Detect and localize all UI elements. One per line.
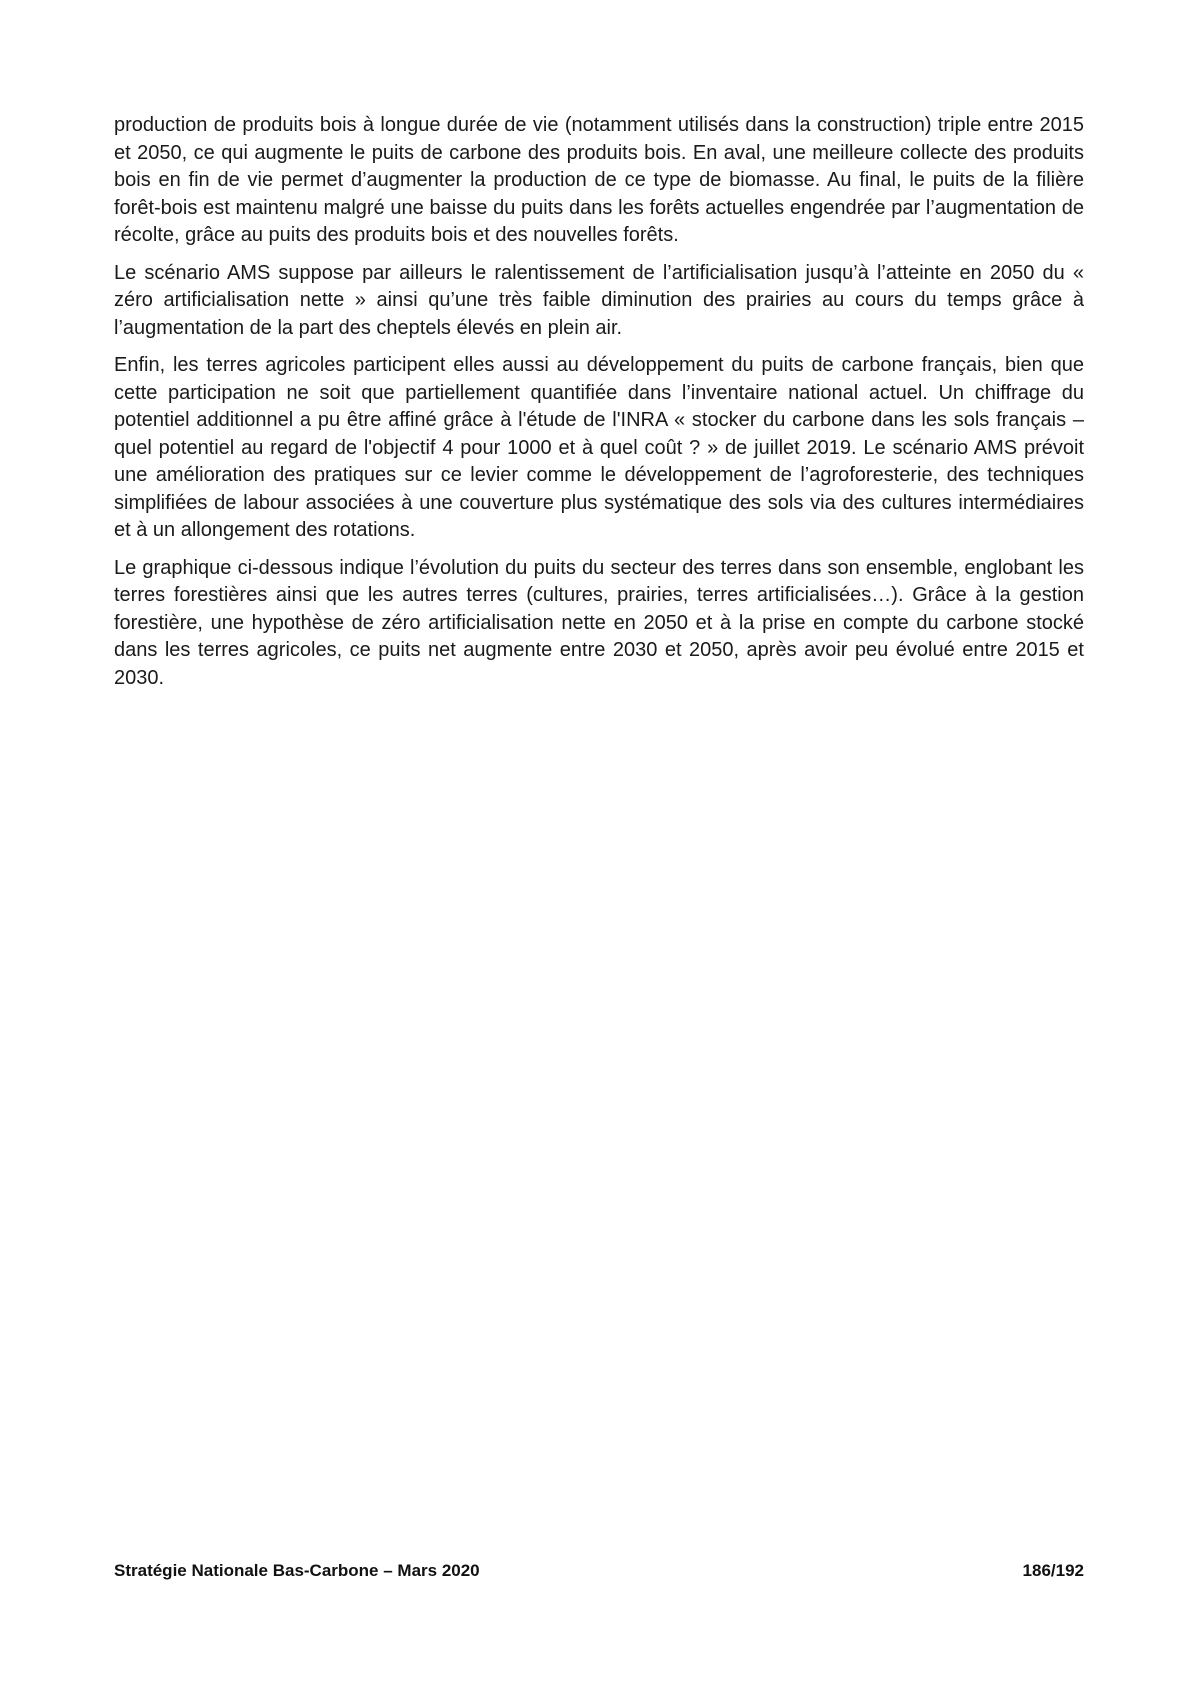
footer-page-number: 186/192: [1022, 1561, 1084, 1580]
footer-document-title: Stratégie Nationale Bas-Carbone – Mars 2020: [114, 1561, 480, 1580]
page-footer: [114, 1560, 1084, 1582]
paragraph-land-sector-sink: Le graphique ci-dessous indique l’évolution du puits du secteur des terres dans son ensemble, englobant les terres forestières ainsi que les autres terres (cultures, prairies, terres artificialisées…). Grâce à la gestion forestière, une hypothèse de zéro artificialisation nette en 2050 et à la prise en compte du carbone stocké dans les terres agricoles, ce puits net augmente entre 2030 et 2050, après avoir peu évolué entre 2015 et 2030.: [114, 556, 1084, 689]
paragraph-forestry-products: production de produits bois à longue durée de vie (notamment utilisés dans la construction) triple entre 2015 et 2050, ce qui augmente le puits de carbone des produits bois. En aval, une meilleure collecte des produits bois en fin de vie permet d’augmenter la production de ce type de biomasse. Au final, le puits de la filière forêt-bois est maintenu malgré une baisse du puits dans les forêts actuelles engendrée par l’augmentation de récolte, grâce au puits des produits bois et des nouvelles forêts.: [114, 114, 1084, 246]
page-body: [114, 112, 1084, 702]
paragraph-artificialisation: Le scénario AMS suppose par ailleurs le ralentissement de l’artificialisation jusqu’à l’atteinte en 2050 du « zéro artificialisation nette » ainsi qu’une très faible diminution des prairies au cours du temps grâce à l’augmentation de la part des cheptels élevés en plein air.: [114, 261, 1084, 339]
paragraph-agricultural-land: Enfin, les terres agricoles participent elles aussi au développement du puits de carbone français, bien que cette participation ne soit que partiellement quantifiée dans l’inventaire national actuel. Un chiffrage du potentiel additionnel a pu être affiné grâce à l'étude de l'INRA « stocker du carbone dans les sols français – quel potentiel au regard de l'objectif 4 pour 1000 et à quel coût ? » de juillet 2019. Le scénario AMS prévoit une amélioration des pratiques sur ce levier comme le développement de l’agroforesterie, des techniques simplifiées de labour associées à une couverture plus systématique des sols via des cultures intermédiaires et à un allongement des rotations.: [114, 354, 1084, 541]
